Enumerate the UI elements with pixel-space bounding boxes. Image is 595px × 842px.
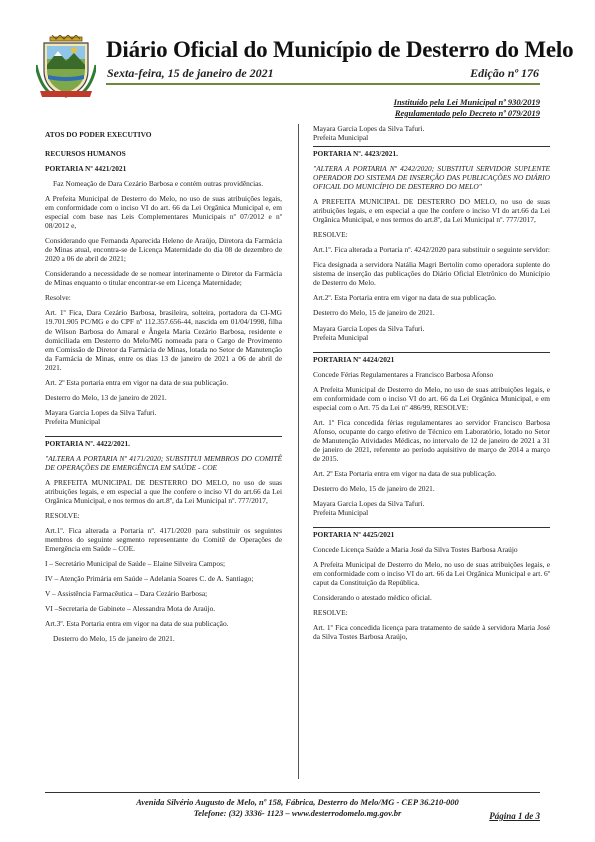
portaria-4425-resolve: RESOLVE: — [313, 608, 348, 618]
portaria-4422-article-1: Art.1º. Fica alterada a Portaria nº. 4171/2020 para substituir os seguintes membros do seguinte segmento representante do Comitê de Operações de Emergência em Saúde – COE. — [45, 526, 282, 554]
portaria-4421-summary: Faz Nomeação de Dara Cezário Barbosa e contém outras providências. — [53, 179, 264, 189]
portaria-4425-article-1: Art. 1º Fica concedida licença para tratamento de saúde à servidora Maria José da Silva Tostes Barbosa Araújo, — [313, 623, 550, 642]
portaria-4421-signer: Mayara Garcia Lopes da Silva Tafuri. — [45, 407, 157, 417]
portaria-4423-resolve: RESOLVE: — [313, 230, 348, 240]
portaria-4423-signer-role: Prefeita Municipal — [313, 332, 369, 342]
portaria-4421-article-2: Art. 2º Esta portaria entra em vigor na data de sua publicação. — [45, 377, 229, 387]
subsection-heading: RECURSOS HUMANOS — [45, 149, 126, 159]
portaria-4422-item-vi: VI –Secretaria de Gabinete – Alessandra Mota de Araújo. — [45, 604, 216, 614]
portaria-4425-title: PORTARIA Nº 4425/2021 — [313, 527, 550, 539]
municipal-coat-of-arms — [36, 35, 96, 99]
right-column — [313, 124, 550, 647]
footer-address: Avenida Silvério Augusto de Melo, nº 158, Fábrica, Desterro do Melo/MG - CEP 36.210-000 — [136, 797, 459, 807]
left-column — [45, 124, 282, 649]
section-heading: ATOS DO PODER EXECUTIVO — [45, 130, 152, 139]
portaria-4422-item-i: I – Secretário Municipal de Saúde – Elaine Silveira Campos; — [45, 559, 225, 569]
portaria-4424-article-1: Art. 1º Fica concedida férias regulamentares ao servidor Francisco Barbosa Afonso, ocupante do cargo efetivo de Técnico em Laboratório, lotado no Setor de Manutenção Atividades Médicas, no intervalo de 12 de janeiro de 2021 a 31 de janeiro de 2021, referente ao período aquisitivo de março de 2014 a março de 2015. — [313, 417, 550, 463]
portaria-4422-article-3: Art.3º. Esta Portaria entra em vigor na data de sua publicação. — [45, 619, 229, 629]
portaria-4422-item-v: V – Assistência Farmacêutica – Dara Cezário Barbosa; — [45, 589, 208, 599]
portaria-4422-preamble: A PREFEITA MUNICIPAL DE DESTERRO DO MELO, no uso de suas atribuições legais, e em especial a que lhe confere o inciso VI do art.66 da Lei Orgânica Municipal, e nos termos do art.8º, da Lei Municipal nº. 777/2017, — [45, 477, 282, 505]
portaria-4424-date: Desterro do Melo, 15 de janeiro de 2021. — [313, 483, 435, 493]
portaria-4422-date: Desterro do Melo, 15 de janeiro de 2021. — [53, 634, 175, 644]
portaria-4422-signer-role: Prefeita Municipal — [313, 133, 369, 143]
portaria-4425-preamble: A Prefeita Municipal de Desterro do Melo, no uso de suas atribuições legais, e em conformidade com o inciso VI do art. 66 da Lei Orgânica Municipal e art. 6º caput da Constituição da República. — [313, 560, 551, 588]
gazette-title: Diário Oficial do Município de Desterro do Melo — [106, 37, 574, 62]
portaria-4421-article-1: Art. 1º Fica, Dara Cezário Barbosa, brasileira, solteira, portadora da CI-MG 19.701.905 PC/MG e do CPF nº 112.357.656-44, nascida em 01/04/1998, filha de Wilson Barbosa do Amaral e Ângela Maria Cezário Barbosa, residente e domiciliada em Desterro do Melo/MG nomeada para o Cargo de Provimento em Comissão de Diretor da Farmácia de Minas, lotada no Setor de Manutenção da Farmácia de Minas, entre os dias 13 de janeiro de 2021 a 06 de abril de 2021. — [45, 308, 282, 372]
portaria-4422-resolve: RESOLVE: — [45, 510, 80, 520]
portaria-4421-consideration-1: Considerando que Fernanda Aparecida Heleno de Araújo, Diretora da Farmácia de Minas atual, encontra-se de Licença Maternidade do dia 08 de dezembro de 2020 a 06 de abril de 2021; — [45, 236, 282, 264]
publication-date: Sexta-feira, 15 de janeiro de 2021 — [107, 66, 274, 80]
portaria-4422-item-iv: IV – Atenção Primária em Saúde – Adelania Soares C. de A. Santiago; — [45, 574, 254, 584]
portaria-4423-summary: "ALTERA A PORTARIA Nº 4242/2020; SUBSTITUI SERVIDOR SUPLENTE OPERADOR DO SISTEMA DE INSERÇÃO DAS PUBLICAÇÕES NO DIÁRIO OFICAIL DO MUNICÍPIO DE DESTERRO DO MELO" — [313, 164, 550, 192]
legal-institution-note: Instituído pela Lei Municipal nº 930/2019 — [393, 97, 540, 107]
edition-number: Edição nº 176 — [470, 66, 539, 80]
portaria-4421-date: Desterro do Melo, 13 de janeiro de 2021. — [45, 392, 167, 402]
portaria-4424-title: PORTARIA Nº 4424/2021 — [313, 352, 550, 364]
page-number: Página 1 de 3 — [489, 811, 540, 821]
legal-regulation-note: Regulamentado pelo Decreto nº 079/2019 — [394, 108, 540, 118]
portaria-4421-title: PORTARIA Nº 4421/2021 — [45, 164, 127, 174]
portaria-4423-preamble: A PREFEITA MUNICIPAL DE DESTERRO DO MELO, no uso de suas atribuições legais, e em especial a que lhe confere o inciso VI do art.66 da Lei Orgânica Municipal, e nos termos do art.8º, da Lei Municipal nº. 777/2017, — [313, 197, 550, 225]
footer-divider — [45, 792, 540, 793]
portaria-4423-body: Fica designada a servidora Natália Magri Bertolin como operadora suplente do sistema de inserção das publicações do Diário Oficial Eletrônico do Município de Desterro do Melo. — [313, 260, 550, 288]
portaria-4421-consideration-2: Considerando a necessidade de se nomear interinamente o Diretor da Farmácia de Minas enquanto o titular encontrar-se em Licença Maternidade; — [45, 269, 282, 288]
portaria-4423-article-2: Art.2º. Esta Portaria entra em vigor na data de sua publicação. — [313, 293, 497, 303]
portaria-4421-preamble: A Prefeita Municipal de Desterro do Melo, no uso de suas atribuições legais, em conformidade com o inciso VI do art. 66 da Lei Orgânica Municipal e, em especial com base nas Leis Complementares Municipais nº 07/2012 e nº 08/2012 e, — [45, 194, 282, 231]
portaria-4421-resolve: Resolve: — [45, 293, 71, 303]
portaria-4421-signer-role: Prefeita Municipal — [45, 416, 101, 426]
portaria-4425-consideration: Considerando o atestado médico oficial. — [313, 593, 432, 603]
portaria-4423-signer: Mayara Garcia Lopes da Silva Tafuri. — [313, 323, 425, 333]
portaria-4423-article-1: Art.1º. Fica alterada a Portaria nº. 4242/2020 para substituir o seguinte servidor: — [313, 245, 550, 255]
portaria-4424-summary: Concede Férias Regulamentares a Francisco Barbosa Afonso — [313, 369, 494, 379]
portaria-4424-signer: Mayara Garcia Lopes da Silva Tafuri. — [313, 498, 425, 508]
footer-contact: Telefone: (32) 3336- 1123 – www.desterrodomelo.mg.gov.br — [193, 808, 402, 818]
portaria-4425-summary: Concede Licença Saúde a Maria José da Silva Tostes Barbosa Araújo — [313, 545, 518, 555]
portaria-4422-title: PORTARIA Nº. 4422/2021. — [45, 436, 282, 448]
column-divider — [298, 124, 299, 779]
portaria-4422-summary: "ALTERA A PORTARIA Nº 4171/2020; SUBSTITUI MEMBROS DO COMITÊ DE OPERAÇÕES DE EMERGÊNCIA EM SAÚDE - COE — [45, 453, 282, 472]
portaria-4424-signer-role: Prefeita Municipal — [313, 507, 369, 517]
portaria-4424-preamble: A Prefeita Municipal de Desterro do Melo, no uso de suas atribuições legais, e em conformidade com o inciso VI do art. 66 da Lei Orgânica Municipal, e em especial com o Art. 75 da Lei nº 486/99, RESOLVE: — [313, 384, 550, 412]
portaria-4424-article-2: Art. 2º Esta Portaria entra em vigor na data de sua publicação. — [313, 468, 497, 478]
portaria-4422-signer: Mayara Garcia Lopes da Silva Tafuri. — [313, 124, 425, 133]
portaria-4423-title: PORTARIA Nº. 4423/2021. — [313, 146, 550, 158]
portaria-4423-date: Desterro do Melo, 15 de janeiro de 2021. — [313, 308, 435, 318]
header-divider — [106, 83, 540, 85]
